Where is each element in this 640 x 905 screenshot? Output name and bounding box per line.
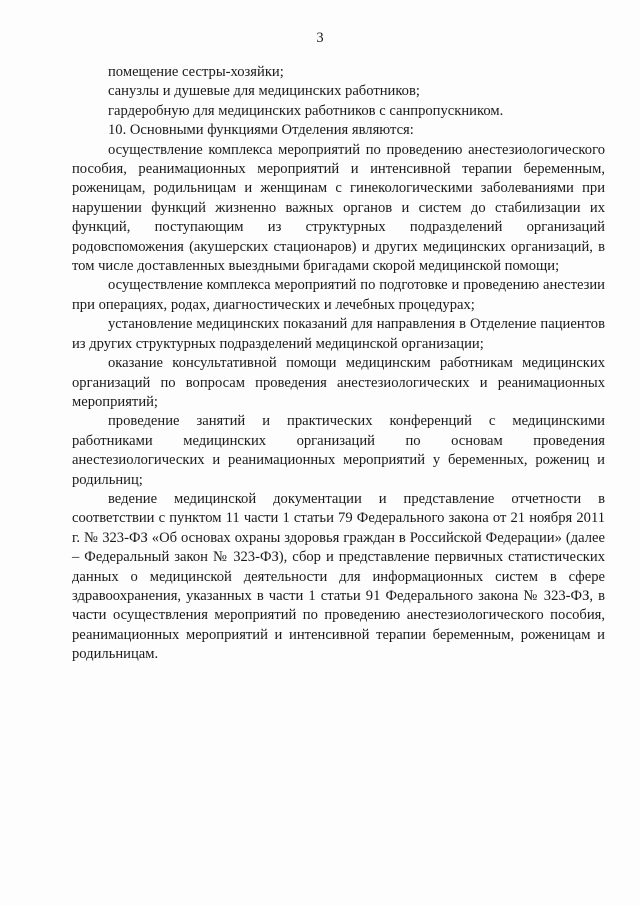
list-item-wardrobe: гардеробную для медицинских работников с санпропускником. <box>108 102 504 119</box>
function-documentation-reporting: ведение медицинской документации и представление отчетности в соответствии с пунктом 11 части 1 статьи 79 Федерального закона от 21 ноября 2011 г. № 323-ФЗ «Об основах охраны здоровья граждан в Российской Федерации» (далее – Федеральный закон № 323-ФЗ), сбор и представление первичных статистических данных о медицинской деятельности для информационных систем в сфере здравоохранения, указанных в части 1 статьи 91 Федерального закона № 323-ФЗ, в части осуществления мероприятий по проведению анестезиологического пособия, реанимационных мероприятий и интенсивной терапии беременным, роженицам и родильницам. <box>72 490 605 663</box>
function-training-conferences: проведение занятий и практических конференций с медицинскими работниками медицинских организаций по основам проведения анестезиологических и реанимационных мероприятий у беременных, рожениц и родильниц; <box>72 413 605 488</box>
function-anesthesia-resuscitation: осуществление комплекса мероприятий по проведению анестезиологического пособия, реанимационных мероприятий и интенсивной терапии беременным, роженицам, родильницам и женщинам с гинекологическими заболеваниями при нарушении функций жизненно важных органов и систем до стабилизации их функций, поступающим из структурных подразделений организаций родовспоможения (акушерских стационаров) и других медицинских организаций, в том числе доставленных выездными бригадами скорой медицинской помощи; <box>72 141 605 275</box>
document-body <box>72 63 605 665</box>
page-number: 3 <box>316 30 324 46</box>
function-anesthesia-preparation: осуществление комплекса мероприятий по подготовке и проведению анестезии при операциях, родах, диагностических и лечебных процедурах; <box>72 277 605 313</box>
list-item-nurse-room: помещение сестры-хозяйки; <box>108 64 284 80</box>
function-medical-indications: установление медицинских показаний для направления в Отделение пациентов из других структурных подразделений медицинской организации; <box>72 316 605 352</box>
function-consultative-help: оказание консультативной помощи медицинским работникам медицинских организаций по вопросам проведения анестезиологических и реанимационных мероприятий; <box>72 355 605 410</box>
section-heading-functions: 10. Основными функциями Отделения являются: <box>108 122 414 139</box>
list-item-bathrooms: санузлы и душевые для медицинских работников; <box>108 83 420 100</box>
